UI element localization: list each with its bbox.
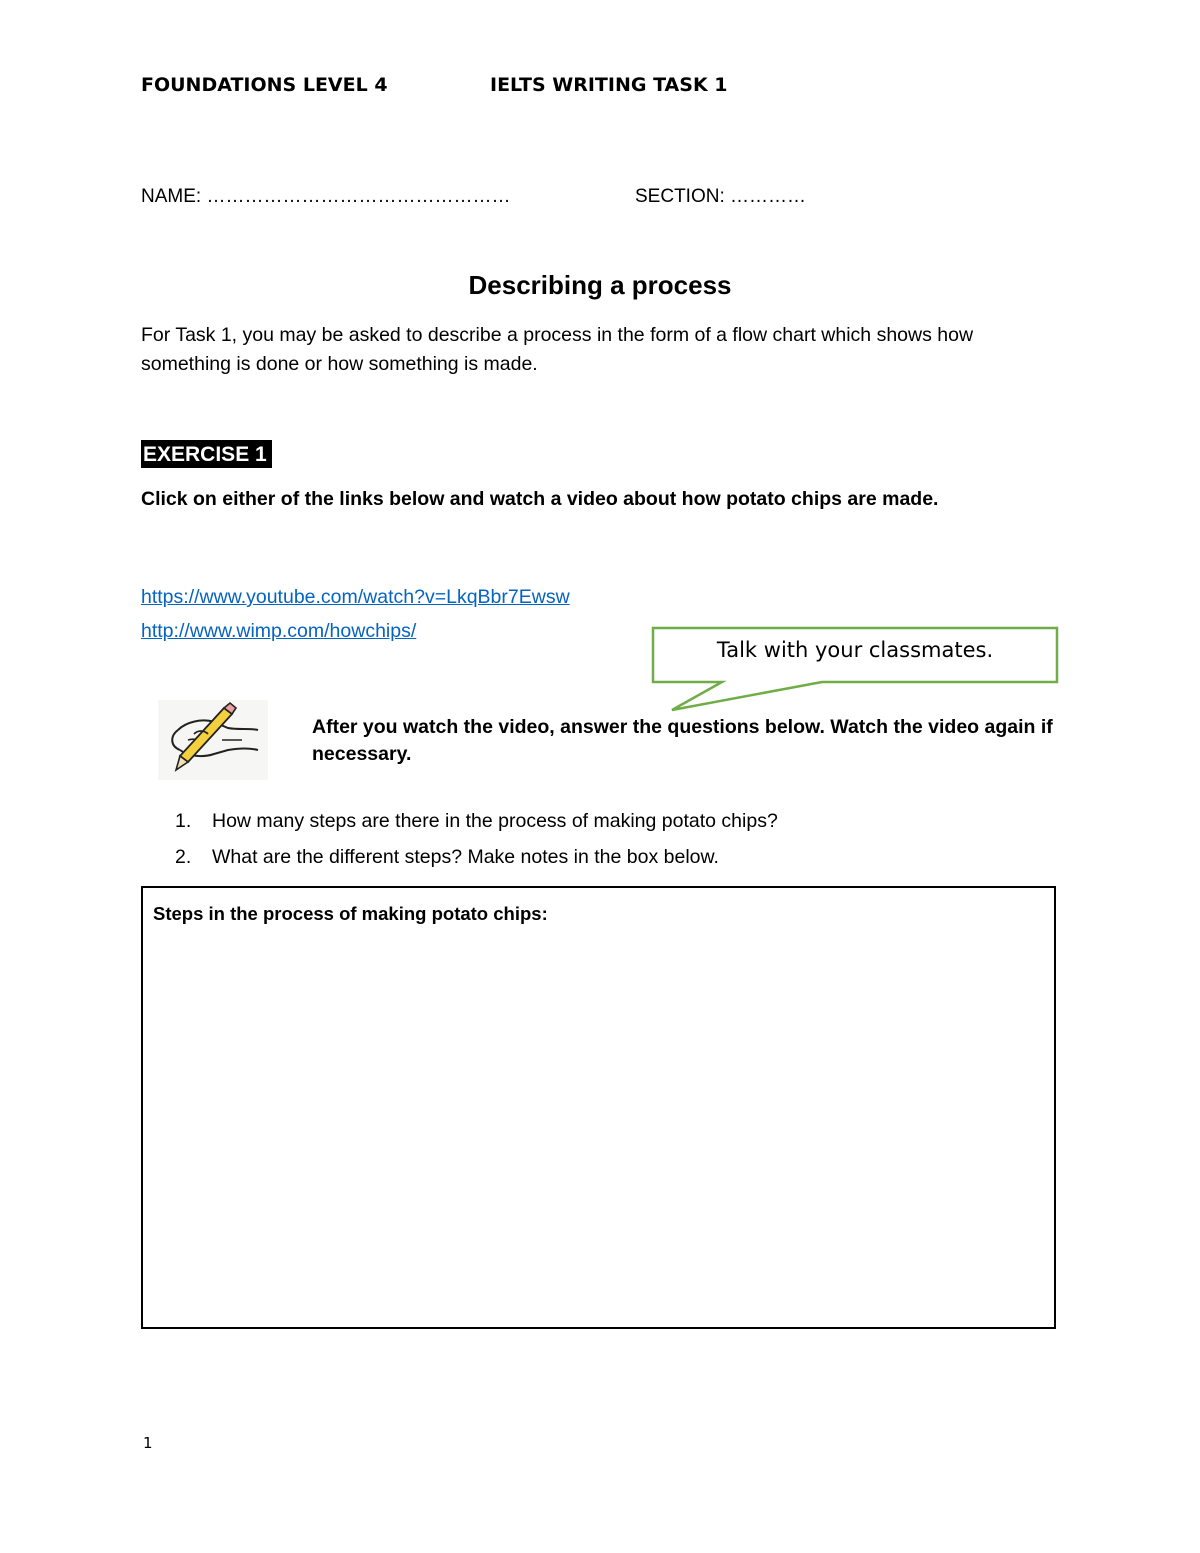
after-video-instruction: After you watch the video, answer the questions below. Watch the video again if necessary. [312,716,1053,765]
question-text: How many steps are there in the process of making potato chips? [212,810,778,832]
section-field: SECTION: ………… [635,186,807,207]
callout-text: Talk with your classmates. [716,638,994,662]
question-1 [175,810,778,833]
youtube-link[interactable]: https://www.youtube.com/watch?v=LkqBbr7Ewsw [141,586,570,608]
question-number: 2. [175,846,192,868]
page-title: Describing a process [468,270,732,300]
notes-box[interactable] [141,886,1056,1329]
exercise-label: EXERCISE 1 [141,440,272,468]
name-field: NAME: ………………………………………… [141,186,511,207]
notes-box-label: Steps in the process of making potato chips: [153,903,548,924]
question-text: What are the different steps? Make notes in the box below. [212,846,719,868]
hand-writing-pencil-icon [158,700,268,780]
header-task: IELTS WRITING TASK 1 [490,74,728,96]
question-number: 1. [175,810,192,832]
intro-paragraph: For Task 1, you may be asked to describe a process in the form of a flow chart which shows how something is done or how something is made. [141,324,974,375]
question-2 [175,846,719,869]
wimp-link[interactable]: http://www.wimp.com/howchips/ [141,620,417,642]
exercise-instruction: Click on either of the links below and watch a video about how potato chips are made. [141,488,939,510]
header-course: FOUNDATIONS LEVEL 4 [141,74,388,96]
page-number: 1 [143,1434,153,1452]
